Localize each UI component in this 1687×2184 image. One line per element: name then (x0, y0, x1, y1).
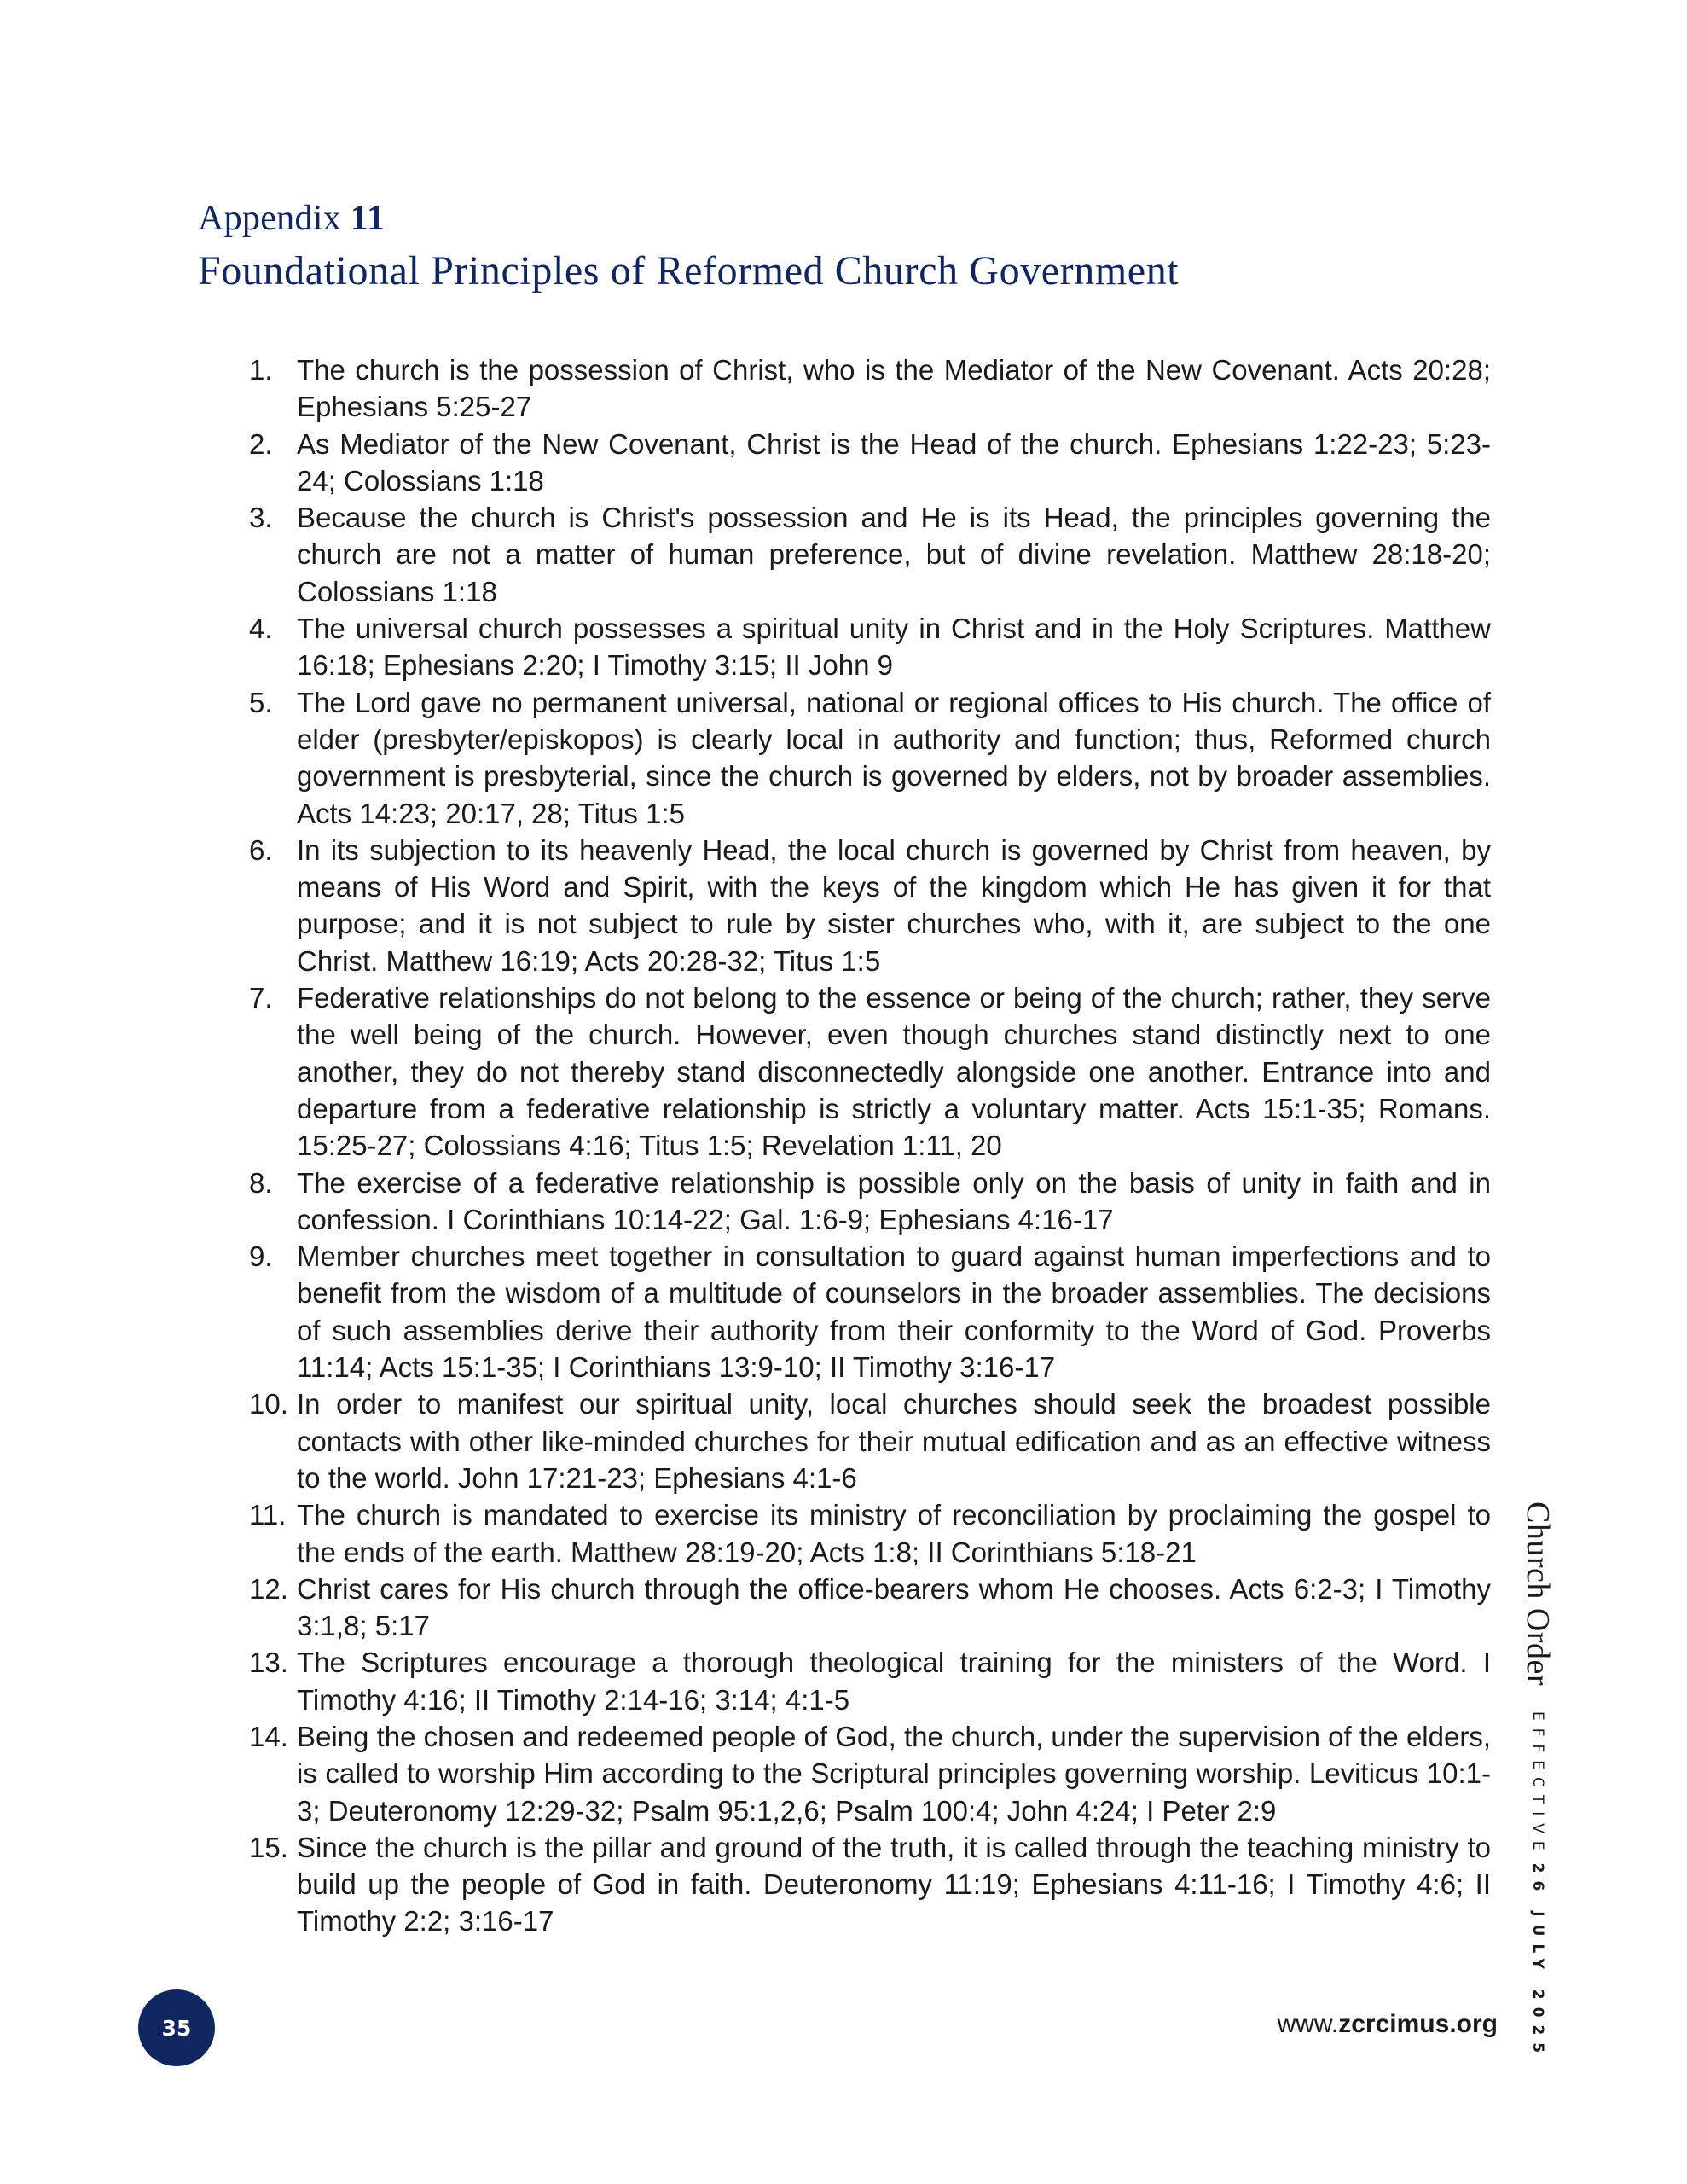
list-item (230, 1829, 1491, 1940)
item-number: 4. (249, 613, 273, 645)
item-number: 10. (249, 1388, 288, 1420)
list-item (230, 1644, 1491, 1718)
item-number: 6. (249, 834, 273, 866)
list-item (230, 610, 1491, 684)
principles-list (230, 351, 1491, 1940)
item-text: In its subjection to its heavenly Head, the local church is governed by Christ from heaven, by means of His Word and Spirit, with the keys of the kingdom which He has given it for that purpose; and it is not subject to rule by sister churches who, with it, are subject to the one Christ. Matthew 16:19; Acts 20:28-32; Titus 1:5 (297, 834, 1491, 977)
item-number: 5. (249, 686, 273, 718)
item-number: 3. (249, 502, 273, 534)
item-text: Since the church is the pillar and ground of the truth, it is called through the teaching ministry to build up the people of God in faith. Deuteronomy 11:19; Ephesians 4:11-16; I Timothy 4:6; II Timothy 2:2; 3:16-17 (297, 1831, 1491, 1937)
list-item (230, 1718, 1491, 1829)
website-domain: zcrcimus (1338, 2010, 1450, 2038)
page-number-badge (138, 1989, 215, 2066)
list-item (230, 351, 1491, 426)
list-item (230, 1238, 1491, 1385)
sidebar-document-label (1511, 1502, 1564, 2060)
list-item (230, 1571, 1491, 1645)
item-text: The universal church possesses a spiritual unity in Christ and in the Holy Scriptures. Matthew 16:18; Ephesians 2:20; I Timothy 3:15; II John 9 (297, 613, 1491, 682)
item-text: Christ cares for His church through the office-bearers whom He chooses. Acts 6:2-3; I Timothy 3:1,8; 5:17 (297, 1572, 1491, 1642)
item-text: Federative relationships do not belong to the essence or being of the church; rather, they serve the well being of the church. However, even though churches stand distinctly next to one another, they do not thereby stand disconnectedly alongside one another. Entrance into and departure from a federative relationship is strictly a voluntary matter. Acts 15:1-35; Romans. 15:25-27; Colossians 4:16; Titus 1:5; Revelation 1:11, 20 (297, 982, 1491, 1162)
item-number: 2. (249, 427, 273, 460)
item-number: 11. (249, 1499, 287, 1531)
item-text: The Lord gave no permanent universal, national or regional offices to His church. The office of elder (presbyter/episkopos) is clearly local in authority and function; thus, Reformed church government is presbyterial, since the church is governed by elders, not by broader assemblies. Acts 14:23; 20:17, 28; Titus 1:5 (297, 686, 1491, 829)
item-text: The Scriptures encourage a thorough theological training for the ministers of the Word. I Timothy 4:16; II Timothy 2:14-16; 3:14; 4:1-5 (297, 1647, 1491, 1716)
item-text: Because the church is Christ's possession and He is its Head, the principles governing the church are not a matter of human preference, but of divine revelation. Matthew 28:18-20; Colossians 1:18 (297, 502, 1491, 607)
website-link[interactable] (1278, 2010, 1498, 2039)
sidebar-effective-label: EFFECTIVE (1529, 1711, 1546, 1858)
item-number: 7. (249, 982, 273, 1014)
list-item (230, 1385, 1491, 1496)
item-text: Member churches meet together in consultation to guard against human imperfections and to benefit from the wisdom of a multitude of counselors in the broader assemblies. The decisions of such assemblies derive their authority from their conformity to the Word of God. Proverbs 11:14; Acts 15:1-35; I Corinthians 13:9-10; II Timothy 3:16-17 (297, 1240, 1491, 1384)
sidebar-effective-date: 26 JULY 2025 (1529, 1862, 1546, 2061)
appendix-heading (198, 195, 1179, 242)
list-item (230, 426, 1491, 500)
item-text: The church is mandated to exercise its ministry of reconciliation by proclaiming the gospel to the ends of the earth. Matthew 28:19-20; Acts 1:8; II Corinthians 5:18-21 (297, 1499, 1491, 1568)
appendix-number: 11 (350, 199, 386, 238)
page-title: Foundational Principles of Reformed Church Government (198, 248, 1180, 293)
item-number: 14. (249, 1720, 288, 1752)
page-header (198, 195, 1179, 299)
list-item (230, 1165, 1491, 1239)
list-item (230, 684, 1491, 832)
list-item (230, 832, 1491, 979)
item-text: As Mediator of the New Covenant, Christ is the Head of the church. Ephesians 1:22-23; 5:23-24; Colossians 1:18 (297, 427, 1491, 497)
item-number: 13. (249, 1647, 288, 1679)
item-text: In order to manifest our spiritual unity, local churches should seek the broadest possible contacts with other like-minded churches for their mutual edification and as an effective witness to the world. John 17:21-23; Ephesians 4:1-6 (297, 1388, 1491, 1494)
list-item (230, 1496, 1491, 1571)
item-text: The church is the possession of Christ, who is the Mediator of the New Covenant. Acts 20:28; Ephesians 5:25-27 (297, 354, 1491, 423)
website-suffix: .org (1449, 2010, 1498, 2038)
page-number: 35 (161, 2015, 192, 2041)
item-number: 9. (249, 1240, 273, 1273)
item-text: The exercise of a federative relationship is possible only on the basis of unity in faith and in confession. I Corinthians 10:14-22; Gal. 1:6-9; Ephesians 4:16-17 (297, 1166, 1491, 1235)
sidebar-title: Church Order (1520, 1502, 1556, 1686)
item-number: 1. (249, 354, 273, 386)
item-number: 12. (249, 1572, 288, 1605)
website-prefix: www. (1277, 2010, 1339, 2038)
item-text: Being the chosen and redeemed people of God, the church, under the supervision of the elders, is called to worship Him according to the Scriptural principles governing worship. Leviticus 10:1-3; Deuteronomy 12:29-32; Psalm 95:1,2,6; Psalm 100:4; John 4:24; I Peter 2:9 (297, 1720, 1491, 1827)
item-number: 8. (249, 1166, 273, 1199)
list-item (230, 979, 1491, 1164)
item-number: 15. (249, 1831, 288, 1863)
list-item (230, 499, 1491, 610)
appendix-label: Appendix (198, 199, 342, 238)
